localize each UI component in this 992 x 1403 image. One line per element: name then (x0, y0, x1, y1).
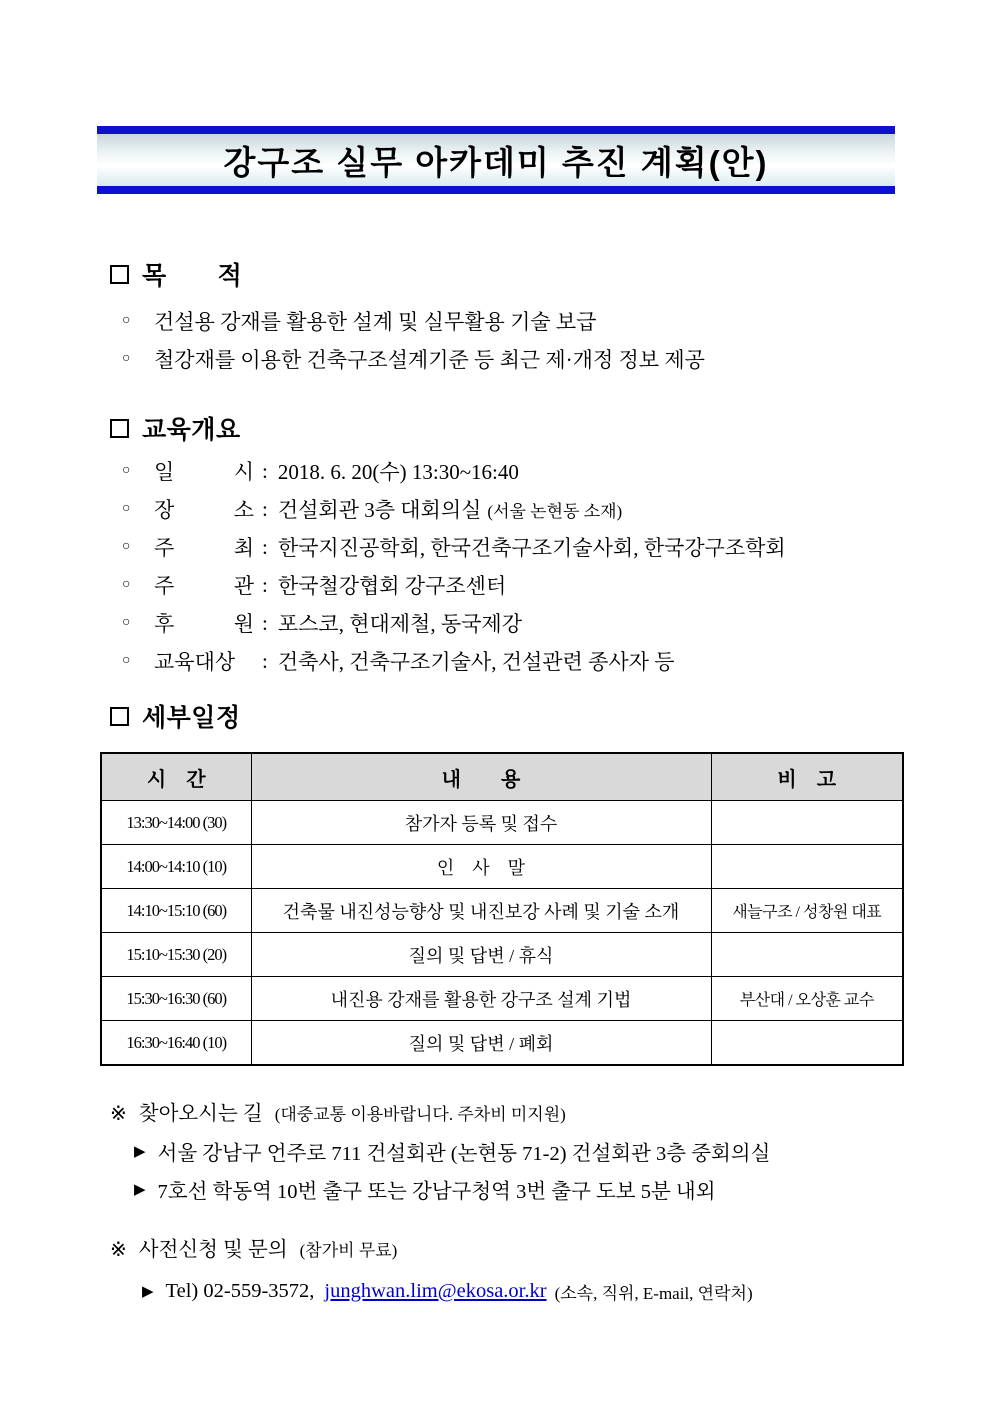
cell-content: 내진용 강재를 활용한 강구조 설계 기법 (251, 977, 711, 1021)
overview-item-value: 포스코, 현대제철, 동국제강 (277, 612, 522, 636)
cell-time: 14:00~14:10 (10) (101, 845, 251, 889)
cell-time: 15:10~15:30 (20) (101, 933, 251, 977)
overview-item-value: 건설회관 3층 대회의실 (277, 498, 482, 522)
directions-line (134, 1170, 770, 1208)
purpose-item-text: 철강재를 이용한 건축구조설계기준 등 최근 제·개정 정보 제공 (154, 348, 705, 372)
purpose-list (122, 302, 705, 378)
cell-note (711, 933, 903, 977)
cell-content: 참가자 등록 및 접수 (251, 801, 711, 845)
circle-bullet-icon: ○ (122, 577, 131, 592)
cell-note (711, 801, 903, 845)
cell-content: 인 사 말 (251, 845, 711, 889)
directions-line-text: 7호선 학동역 10번 출구 또는 강남구청역 3번 출구 도보 5분 내외 (157, 1181, 716, 1203)
overview-item-label: 후 원 (154, 612, 254, 636)
reference-mark-icon: ※ (110, 1103, 127, 1125)
table-row (101, 845, 903, 889)
cell-note (711, 845, 903, 889)
list-item (122, 302, 705, 340)
cell-time: 14:10~15:10 (60) (101, 889, 251, 933)
circle-bullet-icon: ○ (122, 615, 131, 630)
contact-suffix: (소속, 직위, E-mail, 연락처) (554, 1283, 753, 1303)
circle-bullet-icon: ○ (122, 653, 131, 668)
overview-section-heading (110, 410, 241, 446)
cell-time: 13:30~14:00 (30) (101, 801, 251, 845)
triangle-bullet-icon: ▶ (142, 1283, 154, 1300)
application-block (110, 1232, 753, 1310)
cell-time: 16:30~16:40 (10) (101, 1021, 251, 1066)
square-bullet-icon (110, 265, 129, 284)
label-colon: : (262, 610, 268, 635)
list-item (122, 566, 786, 604)
banner-panel (97, 134, 895, 186)
column-header-time: 시 간 (101, 753, 251, 801)
reference-mark-icon: ※ (110, 1239, 127, 1261)
overview-item-label: 장 소 (154, 498, 254, 522)
list-item (122, 528, 786, 566)
cell-content: 건축물 내진성능향상 및 내진보강 사례 및 기술 소개 (251, 889, 711, 933)
overview-item-label: 교육대상 (154, 650, 236, 674)
purpose-section-heading (110, 256, 242, 292)
overview-item-note: (서울 논현동 소재) (487, 501, 623, 521)
list-item (122, 340, 705, 378)
application-title: 사전신청 및 문의 (138, 1239, 288, 1261)
document-title: 강구조 실무 아카데미 추진 계획(안) (223, 143, 769, 181)
table-row (101, 1021, 903, 1066)
triangle-bullet-icon: ▶ (134, 1181, 146, 1198)
overview-item-value: 2018. 6. 20(수) 13:30~16:40 (277, 460, 519, 484)
label-colon: : (262, 572, 268, 597)
cell-time: 15:30~16:30 (60) (101, 977, 251, 1021)
list-item (122, 604, 786, 642)
application-note: (참가비 무료) (299, 1241, 398, 1260)
overview-item-label: 일 시 (154, 460, 254, 484)
overview-item-label: 주 관 (154, 574, 254, 598)
title-banner (97, 126, 895, 194)
banner-top-bar (97, 126, 895, 134)
list-item (122, 642, 786, 680)
table-header-row (101, 753, 903, 801)
purpose-heading-label: 목 적 (142, 262, 243, 290)
square-bullet-icon (110, 707, 129, 726)
overview-heading-label: 교육개요 (142, 416, 241, 444)
cell-content: 질의 및 답변 / 휴식 (251, 933, 711, 977)
application-contact-line (142, 1272, 753, 1310)
circle-bullet-icon: ○ (122, 539, 131, 554)
directions-title-line (110, 1096, 770, 1126)
overview-item-value: 한국지진공학회, 한국건축구조기술사회, 한국강구조학회 (277, 536, 786, 560)
list-item (122, 490, 786, 528)
column-header-note: 비 고 (711, 753, 903, 801)
overview-item-label: 주 최 (154, 536, 254, 560)
circle-bullet-icon: ○ (122, 501, 131, 516)
schedule-table (100, 752, 904, 1066)
column-header-content: 내 용 (251, 753, 711, 801)
cell-content: 질의 및 답변 / 폐회 (251, 1021, 711, 1066)
table-row (101, 977, 903, 1021)
label-colon: : (262, 534, 268, 559)
application-title-line (110, 1232, 753, 1262)
overview-list (122, 452, 786, 680)
contact-email-link[interactable]: junghwan.lim@ekosa.or.kr (324, 1279, 547, 1302)
circle-bullet-icon: ○ (122, 313, 131, 328)
circle-bullet-icon: ○ (122, 351, 131, 366)
cell-note (711, 1021, 903, 1066)
label-colon: : (262, 496, 268, 521)
schedule-heading-label: 세부일정 (142, 704, 241, 732)
overview-item-value: 건축사, 건축구조기술사, 건설관련 종사자 등 (277, 650, 675, 674)
directions-line (134, 1132, 770, 1170)
table-row (101, 889, 903, 933)
overview-item-value: 한국철강협회 강구조센터 (277, 574, 507, 598)
directions-title: 찾아오시는 길 (138, 1103, 263, 1125)
banner-bottom-bar (97, 186, 895, 194)
contact-tel: Tel) 02-559-3572, (165, 1279, 315, 1302)
square-bullet-icon (110, 419, 129, 438)
cell-note: 부산대 / 오상훈 교수 (711, 977, 903, 1021)
schedule-section-heading (110, 698, 241, 734)
directions-block (110, 1096, 770, 1208)
list-item (122, 452, 786, 490)
circle-bullet-icon: ○ (122, 463, 131, 478)
label-colon: : (262, 458, 268, 483)
table-row (101, 933, 903, 977)
cell-note: 새늘구조 / 성창원 대표 (711, 889, 903, 933)
directions-note: (대중교통 이용바랍니다. 주차비 미지원) (274, 1105, 566, 1124)
triangle-bullet-icon: ▶ (134, 1143, 146, 1160)
directions-line-text: 서울 강남구 언주로 711 건설회관 (논현동 71-2) 건설회관 3층 중회의실 (157, 1143, 771, 1165)
table-row (101, 801, 903, 845)
purpose-item-text: 건설용 강재를 활용한 설계 및 실무활용 기술 보급 (154, 310, 597, 334)
label-colon: : (262, 648, 268, 673)
